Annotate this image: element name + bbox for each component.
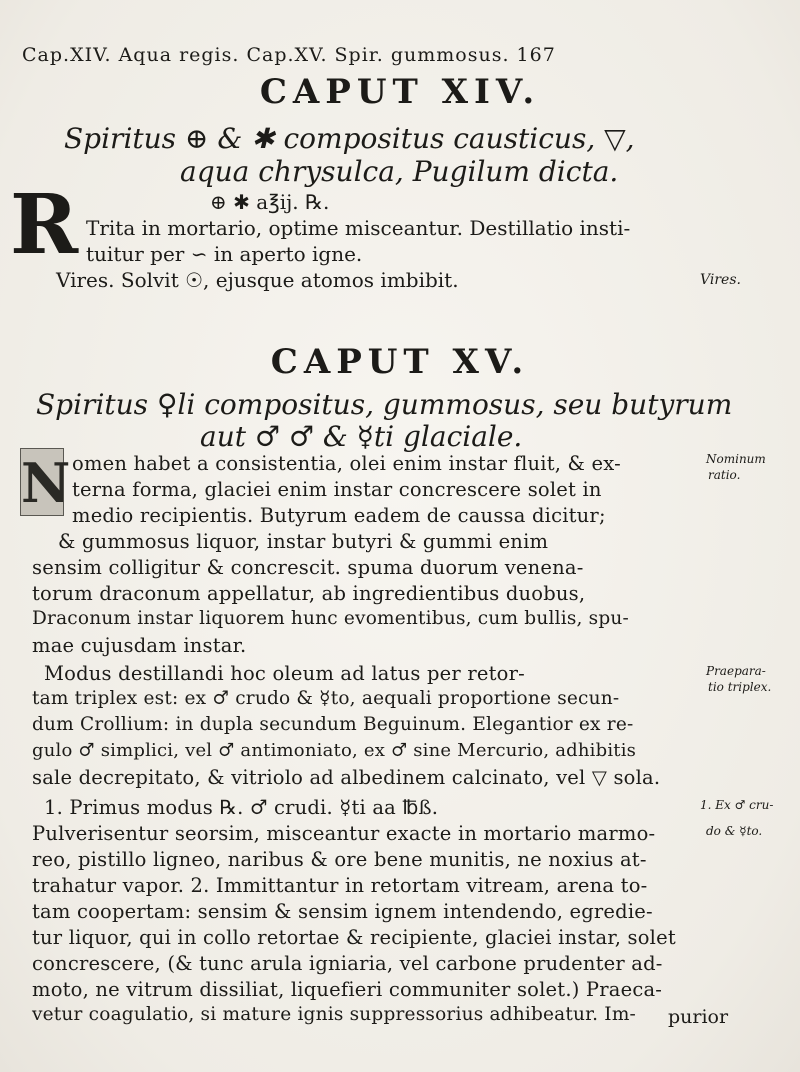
- body-line: tam coopertam: sensim & sensim ignem intendendo, egredie-: [32, 900, 653, 923]
- body-line: gulo ♂ simplici, vel ♂ antimoniato, ex ♂ sine Mercurio, adhibitis: [32, 740, 637, 761]
- body-line: Draconum instar liquorem hunc evomentibus, cum bullis, spu-: [32, 608, 629, 629]
- margin-note: Praepara-: [706, 664, 766, 678]
- chapter-14-title: CAPUT XIV.: [259, 72, 541, 112]
- body-line: trahatur vapor. 2. Immittantur in retortam vitream, arena to-: [32, 874, 648, 897]
- body-line: tam triplex est: ex ♂ crudo & ☿to, aequali proportione secun-: [32, 688, 620, 709]
- text-line: tuitur per ∽ in aperto igne.: [86, 242, 363, 266]
- chapter-15-subtitle-1: Spiritus ♀li compositus, gummosus, seu butyrum: [36, 388, 733, 421]
- body-line: Modus destillandi hoc oleum ad latus per retor-: [44, 662, 525, 685]
- body-line: mae cujusdam instar.: [32, 634, 247, 657]
- running-head: Cap.XIV. Aqua regis. Cap.XV. Spir. gummosus. 167: [22, 44, 556, 66]
- body-line: vetur coagulatio, si mature ignis suppressorius adhibeatur. Im-: [32, 1004, 637, 1025]
- body-line: & gummosus liquor, instar butyri & gummi enim: [58, 530, 549, 553]
- body-line: tur liquor, qui in collo retortae & recipiente, glaciei instar, solet: [32, 926, 676, 949]
- body-line: moto, ne vitrum dissiliat, liquefieri communiter solet.) Praeca-: [32, 978, 663, 1001]
- text-line: Trita in mortario, optime misceantur. Destillatio insti-: [86, 216, 631, 240]
- body-line: sensim colligitur & concrescit. spuma duorum venena-: [32, 556, 584, 579]
- margin-note: ratio.: [708, 468, 741, 482]
- chapter-15-subtitle-2: aut ♂ ♂ & ☿ti glaciale.: [200, 420, 523, 453]
- body-line: dum Crollium: in dupla secundum Beguinum. Elegantior ex re-: [32, 714, 634, 735]
- body-line: torum draconum appellatur, ab ingredientibus duobus,: [32, 582, 586, 605]
- margin-note: do & ☿to.: [706, 824, 763, 838]
- text-line: Vires. Solvit ☉, ejusque atomos imbibit.: [56, 268, 459, 292]
- body-line: concrescere, (& tunc arula igniaria, vel carbone prudenter ad-: [32, 952, 663, 975]
- chapter-15-title: CAPUT XV.: [270, 342, 530, 382]
- recipe-line: ⊕ ✱ a℥ij. ℞.: [210, 190, 330, 214]
- drop-cap-r: R: [10, 177, 79, 273]
- body-line: terna forma, glaciei enim instar concrescere solet in: [72, 478, 602, 501]
- body-line: medio recipientis. Butyrum eadem de caussa dicitur;: [72, 504, 606, 527]
- body-line: Pulverisentur seorsim, misceantur exacte in mortario marmo-: [32, 822, 656, 845]
- margin-note: Nominum: [706, 452, 766, 466]
- margin-note-vires: Vires.: [700, 272, 741, 288]
- chapter-14-subtitle-2: aqua chrysulca, Pugilum dicta.: [180, 155, 619, 188]
- drop-cap-n: N: [20, 448, 64, 516]
- catchword: purior: [668, 1006, 729, 1028]
- margin-note: tio triplex.: [708, 680, 772, 694]
- body-line: reo, pistillo ligneo, naribus & ore bene munitis, ne noxius at-: [32, 848, 647, 871]
- body-line: 1. Primus modus ℞. ♂ crudi. ☿ti aa ℔ß.: [44, 796, 439, 819]
- body-line: sale decrepitato, & vitriolo ad albedinem calcinato, vel ▽ sola.: [32, 766, 661, 789]
- body-line: omen habet a consistentia, olei enim instar fluit, & ex-: [72, 452, 621, 475]
- margin-note: 1. Ex ♂ cru-: [700, 798, 774, 812]
- chapter-14-subtitle-1: Spiritus ⊕ & ✱ compositus causticus, ▽,: [64, 122, 635, 155]
